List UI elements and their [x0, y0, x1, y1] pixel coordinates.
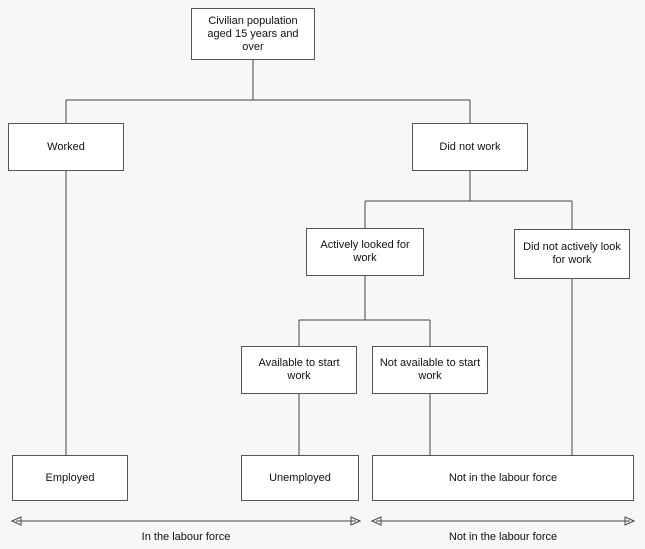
node-did-not-actively-look-for-work[interactable]: Did not actively look for work: [514, 229, 630, 279]
node-did-not-work[interactable]: Did not work: [412, 123, 528, 171]
node-worked[interactable]: Worked: [8, 123, 124, 171]
axis-label-not-in-the-labour-force: Not in the labour force: [448, 531, 558, 543]
node-actively-looked-for-work[interactable]: Actively looked for work: [306, 228, 424, 276]
node-civilian-population[interactable]: Civilian population aged 15 years and over: [191, 8, 315, 60]
axis-label-in-the-labour-force: In the labour force: [141, 531, 231, 543]
node-available-to-start-work[interactable]: Available to start work: [241, 346, 357, 394]
node-not-available-to-start-work[interactable]: Not available to start work: [372, 346, 488, 394]
node-unemployed[interactable]: Unemployed: [241, 455, 359, 501]
node-employed[interactable]: Employed: [12, 455, 128, 501]
node-not-in-the-labour-force[interactable]: Not in the labour force: [372, 455, 634, 501]
